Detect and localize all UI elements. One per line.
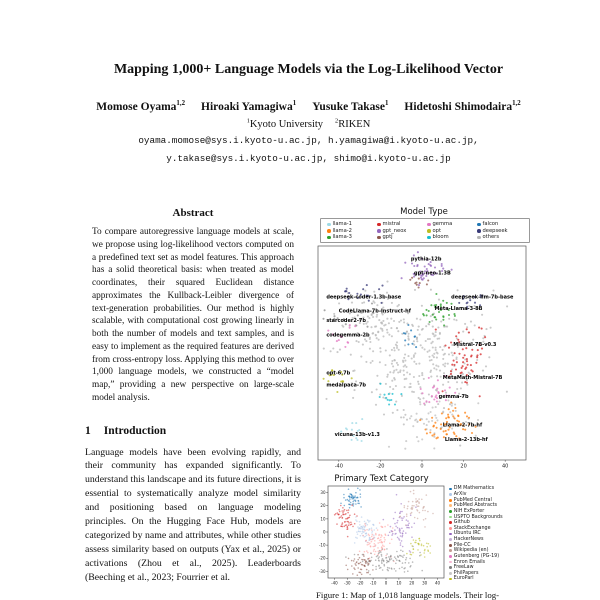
svg-text:deepseek-llm-7b-base: deepseek-llm-7b-base (451, 294, 514, 301)
author-name: Hiroaki Yamagiwa$^1$ (201, 100, 297, 113)
legend-marker-icon (449, 538, 452, 541)
legend-marker-icon (449, 516, 452, 519)
page-content (85, 46, 532, 600)
svg-text:Llama-2-13b-hf: Llama-2-13b-hf (444, 437, 488, 444)
legend-item (477, 228, 523, 234)
svg-text:10: 10 (396, 580, 402, 586)
legend-marker-icon (477, 229, 481, 233)
legend-label: llama-3 (332, 234, 352, 241)
svg-text:0: 0 (420, 463, 424, 470)
svg-text:codegemma-2b: codegemma-2b (326, 332, 370, 339)
legend-marker-icon (427, 223, 431, 227)
text-category-plot (316, 484, 446, 586)
legend-item (427, 234, 473, 240)
legend-marker-icon (449, 504, 452, 507)
legend-marker-icon (427, 229, 431, 233)
email-line-2: y.takase@sys.i.kyoto-u.ac.jp, shimo@i.kyoto-u.ac.jp (166, 152, 451, 164)
svg-text:-40: -40 (331, 580, 338, 586)
section-title: Introduction (103, 424, 167, 437)
legend-marker-icon (477, 223, 481, 227)
svg-text:-40: -40 (334, 463, 343, 470)
legend-item (327, 221, 373, 227)
legend-item (377, 221, 423, 227)
svg-text:40: 40 (435, 580, 441, 586)
paper-title: Mapping 1,000+ Language Models via the Log-Likelihood Vector (113, 62, 504, 77)
legend-label: PubMed Abstracts (453, 503, 497, 509)
legend-label: llama-2 (332, 227, 352, 234)
legend-marker-icon (449, 521, 452, 524)
legend-item (477, 234, 523, 240)
legend-marker-icon (449, 510, 452, 513)
legend-marker-icon (449, 493, 452, 496)
svg-text:0: 0 (322, 529, 326, 535)
left-column (85, 207, 301, 594)
svg-text:-30: -30 (344, 580, 351, 586)
legend-label: opt (432, 227, 442, 234)
abstract-heading: Abstract (172, 207, 214, 220)
introduction-text: Language models have been evolving rapidly, and their community has expanded significantly. To understand this landscape and its future directions, it is essential to systematically analyze model similarity and positioning based on language modeling principles. On the Hugging Face Hub, models are categorized by name and attributes, while other studies assess similarity based on outputs (Yax et al., 2025) or activations (Zhou et al., 2025). Leaderboards (Beeching et al., 2023; Fourrier et al. (85, 446, 301, 583)
legend-label: Github (453, 520, 470, 526)
legend-label: gemma (432, 221, 453, 228)
svg-text:opt-6.7b: opt-6.7b (326, 370, 351, 377)
axis-ticks (335, 460, 509, 469)
legend-label: PubMed Central (453, 497, 492, 503)
legend-marker-icon (449, 578, 452, 581)
legend-item (449, 531, 503, 536)
svg-text:gemma-7b: gemma-7b (438, 394, 469, 401)
svg-text:0: 0 (384, 580, 388, 586)
legend-item (449, 486, 503, 491)
figure-caption: Figure 1: Map of 1,018 language models. Their log- (316, 590, 500, 600)
legend-label: Enron Emails (453, 559, 486, 565)
legend-label: Ubuntu IRC (453, 531, 481, 537)
author-name: Momose Oyama$^{1,2}$ (96, 100, 186, 113)
legend-label: FreeLaw (453, 565, 474, 571)
legend-label: ArXiv (453, 492, 467, 498)
author-line (85, 100, 532, 113)
svg-text:30: 30 (422, 580, 428, 586)
introduction-heading (85, 425, 301, 437)
text-category-row (316, 484, 532, 586)
legend-label: deepseek (482, 227, 508, 234)
legend-item (449, 503, 503, 508)
text-category-legend (449, 486, 503, 581)
svg-text:Llama-2-7b-hf: Llama-2-7b-hf (442, 423, 483, 430)
legend-label: NIH ExPorter (453, 508, 485, 514)
legend-label: others (482, 234, 500, 241)
legend-marker-icon (449, 533, 452, 536)
legend-marker-icon (449, 566, 452, 569)
legend-marker-icon (377, 229, 381, 233)
legend-label: llama-1 (332, 221, 352, 228)
legend-label: Pile-CC (453, 542, 471, 548)
legend-label: bloom (432, 234, 449, 241)
legend-item (449, 509, 503, 514)
legend-label: gptj (382, 234, 393, 241)
legend-item (449, 492, 503, 497)
legend-item (449, 515, 503, 520)
legend-marker-icon (327, 236, 331, 240)
legend-label: USPTO Backgrounds (453, 514, 503, 520)
svg-text:deepseek-coder-1.3b-base: deepseek-coder-1.3b-base (326, 294, 402, 301)
legend-marker-icon (327, 223, 331, 227)
svg-text:10: 10 (320, 516, 326, 522)
legend-item (377, 228, 423, 234)
legend-label: Gutenberg (PG-19) (453, 553, 500, 559)
affiliation: $^2$RIKEN (335, 117, 371, 131)
svg-text:-10: -10 (318, 542, 326, 548)
svg-text:starcoder2-7b: starcoder2-7b (326, 318, 366, 325)
figure-1 (316, 207, 532, 600)
affiliation: $^1$Kyoto University (246, 117, 324, 131)
svg-text:gpt-neo-1.3B: gpt-neo-1.3B (414, 270, 451, 277)
legend-label: EuroParl (453, 576, 474, 582)
legend-item (449, 554, 503, 559)
legend-item (449, 565, 503, 570)
svg-text:MetaMath-Mistral-7B: MetaMath-Mistral-7B (442, 375, 503, 382)
svg-text:-20: -20 (376, 463, 385, 470)
model-type-legend (320, 218, 530, 243)
affiliation-line (85, 118, 532, 131)
legend-item (449, 537, 503, 542)
legend-marker-icon (427, 236, 431, 240)
legend-item (327, 234, 373, 240)
author-name: Yusuke Takase$^1$ (312, 100, 389, 113)
legend-item (377, 234, 423, 240)
legend-marker-icon (449, 572, 452, 575)
svg-text:-30: -30 (318, 569, 326, 575)
legend-label: gpt_neox (382, 227, 407, 234)
svg-text:20: 20 (460, 463, 467, 470)
svg-text:vicuna-13b-v1.3: vicuna-13b-v1.3 (334, 432, 380, 439)
legend-item (477, 221, 523, 227)
scatter-points (322, 252, 508, 451)
legend-label: Wikipedia (en) (453, 548, 489, 554)
legend-item (449, 560, 503, 565)
section-number: 1 (85, 424, 91, 437)
model-type-chart (316, 207, 532, 474)
svg-text:20: 20 (409, 580, 415, 586)
legend-item (449, 548, 503, 553)
svg-text:Meta-Llama-3-8B: Meta-Llama-3-8B (434, 306, 483, 313)
legend-item (427, 221, 473, 227)
right-column (316, 207, 532, 600)
legend-marker-icon (327, 229, 331, 233)
legend-marker-icon (449, 549, 452, 552)
svg-text:medalpaca-7b: medalpaca-7b (326, 382, 367, 389)
email-line-1: oyama.momose@sys.i.kyoto-u.ac.jp, h.yamagiwa@i.kyoto-u.ac.jp, (138, 135, 479, 147)
legend-item (449, 498, 503, 503)
model-type-chart-title: Model Type (400, 207, 448, 218)
legend-marker-icon (377, 223, 381, 227)
two-column-body (85, 207, 532, 600)
legend-label: PhilPapers (453, 570, 479, 576)
svg-text:40: 40 (502, 463, 509, 470)
svg-text:CodeLlama-7b-Instruct-hf: CodeLlama-7b-Instruct-hf (338, 309, 411, 316)
plot-border (318, 246, 526, 460)
legend-item (449, 520, 503, 525)
svg-text:-20: -20 (356, 580, 364, 586)
svg-text:30: 30 (320, 490, 326, 496)
legend-marker-icon (449, 544, 452, 547)
text-category-chart (316, 474, 532, 586)
legend-label: StackExchange (453, 525, 491, 531)
model-labels (326, 257, 514, 444)
svg-text:Mistral-7B-v0.3: Mistral-7B-v0.3 (453, 342, 497, 349)
legend-marker-icon (449, 555, 452, 558)
legend-marker-icon (449, 527, 452, 530)
legend-item (449, 576, 503, 581)
svg-text:-20: -20 (318, 556, 326, 562)
legend-marker-icon (449, 499, 452, 502)
legend-marker-icon (449, 561, 452, 564)
svg-text:-10: -10 (369, 580, 377, 586)
legend-label: mistral (382, 221, 401, 228)
legend-label: falcon (482, 221, 499, 228)
legend-marker-icon (449, 488, 452, 491)
model-type-plot (316, 244, 529, 469)
legend-item (327, 228, 373, 234)
svg-text:pythia-12b: pythia-12b (410, 256, 442, 263)
scatter-points (334, 488, 434, 577)
svg-text:20: 20 (320, 503, 326, 509)
abstract-text: To compare autoregressive language models at scale, we propose using log-likelihood vectors computed on a predefined text set as model features. This approach has a solid theoretical basis: when treated as model coordinates, their squared Euclidean distance approximates the Kullback-Leibler divergence of text-generation probabilities. Our method is highly scalable, with computational cost growing linearly in both the number of models and text samples, and is easy to implement as the required features are derived from cross-entropy loss. Applying this method to over 1,000 language models, we constructed a “model map,” providing a new perspective on large-scale model analysis. (92, 227, 294, 403)
author-name: Hidetoshi Shimodaira$^{1,2}$ (404, 100, 521, 113)
legend-marker-icon (377, 236, 381, 240)
legend-item (449, 543, 503, 548)
legend-label: HackerNews (453, 537, 484, 543)
abstract-section (85, 207, 301, 404)
legend-item (427, 228, 473, 234)
legend-marker-icon (477, 236, 481, 240)
legend-label: DM Mathematics (453, 486, 495, 492)
text-category-chart-title: Primary Text Category (334, 474, 429, 485)
